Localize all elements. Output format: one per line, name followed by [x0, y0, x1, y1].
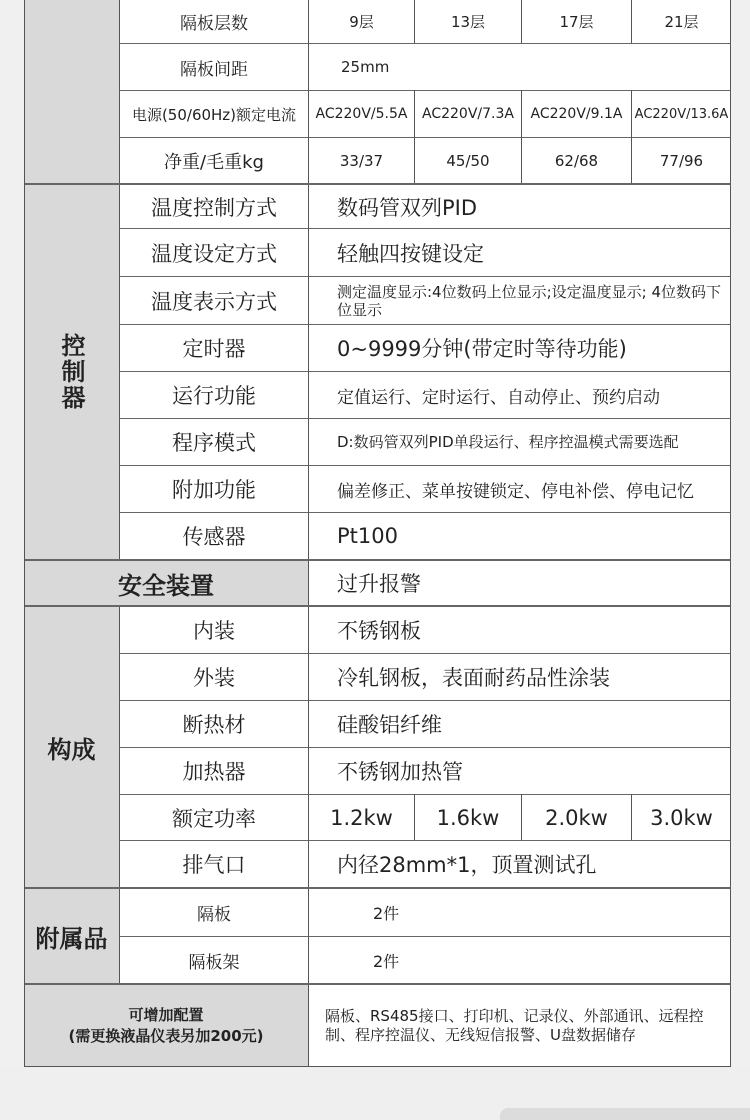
row-label-insulation: 断热材 [119, 700, 308, 747]
row-label-extra-function: 附加功能 [119, 465, 308, 512]
rated-power-value: 1.2kw [308, 794, 414, 840]
row-label-temp-display: 温度表示方式 [119, 276, 308, 324]
sensor-value: Pt100 [308, 512, 731, 559]
rated-power-value: 2.0kw [521, 794, 631, 840]
exhaust-value: 内径28mm*1，顶置测试孔 [308, 840, 731, 887]
temp-display-value: 测定温度显示:4位数码上位显示;设定温度显示; 4位数码下位显示 [308, 276, 731, 324]
shelf-rack-qty-value: 2件 [308, 936, 731, 983]
top-group-cell [24, 0, 119, 183]
spec-table [24, 0, 731, 1067]
row-label-temp-control: 温度控制方式 [119, 185, 308, 228]
optional-config-value: 隔板、RS485接口、打印机、记录仪、外部通讯、远程控制、程序控温仪、无线短信报警、U盘数据储存 [308, 985, 731, 1067]
safety-value: 过升报警 [308, 561, 731, 605]
insulation-value: 硅酸铝纤维 [308, 700, 731, 747]
inner-value: 不锈钢板 [308, 607, 731, 653]
rated-power-value: 3.0kw [631, 794, 731, 840]
row-label-timer: 定时器 [119, 324, 308, 371]
row-label-program-mode: 程序模式 [119, 418, 308, 465]
optional-config-label [24, 985, 308, 1067]
group-safety: 安全装置 [24, 561, 308, 605]
optional-config-title: 可增加配置 [128, 1006, 204, 1024]
row-label-shelf-count: 隔板层数 [119, 0, 308, 43]
weight-value: 62/68 [521, 137, 631, 183]
shelf-count-value: 13层 [414, 0, 521, 43]
row-label-outer: 外装 [119, 653, 308, 700]
run-function-value: 定值运行、定时运行、自动停止、预约启动 [308, 371, 731, 418]
shelf-count-value: 21层 [631, 0, 731, 43]
row-label-exhaust: 排气口 [119, 840, 308, 887]
row-label-temp-setting: 温度设定方式 [119, 228, 308, 276]
heater-value: 不锈钢加热管 [308, 747, 731, 794]
row-label-power-current: 电源(50/60Hz)额定电流 [119, 90, 308, 137]
row-label-heater: 加热器 [119, 747, 308, 794]
row-label-sensor: 传感器 [119, 512, 308, 559]
shelf-spacing-value: 25mm [308, 43, 731, 90]
row-label-weight: 净重/毛重kg [119, 137, 308, 183]
power-current-value: AC220V/13.6A [631, 90, 731, 137]
power-current-value: AC220V/7.3A [414, 90, 521, 137]
row-label-shelf-rack: 隔板架 [119, 936, 308, 983]
optional-config-note: (需更换液晶仪表另加200元) [68, 1027, 264, 1045]
weight-value: 33/37 [308, 137, 414, 183]
program-mode-value: D:数码管双列PID单段运行、程序控温模式需要选配 [308, 418, 731, 465]
shelf-qty-value: 2件 [308, 889, 731, 936]
row-label-inner: 内装 [119, 607, 308, 653]
shelf-count-value: 9层 [308, 0, 414, 43]
timer-value: 0~9999分钟(带定时等待功能) [308, 324, 731, 371]
outer-value: 冷轧钢板，表面耐药品性涂装 [308, 653, 731, 700]
group-construction: 构成 [24, 607, 119, 887]
group-controller: 控制器 [24, 185, 119, 559]
shelf-count-value: 17层 [521, 0, 631, 43]
row-label-shelf: 隔板 [119, 889, 308, 936]
group-accessories: 附属品 [24, 889, 119, 983]
rated-power-value: 1.6kw [414, 794, 521, 840]
extra-function-value: 偏差修正、菜单按键锁定、停电补偿、停电记忆 [308, 465, 731, 512]
weight-value: 77/96 [631, 137, 731, 183]
decorative-shadow [500, 1108, 750, 1120]
temp-control-value: 数码管双列PID [308, 185, 731, 228]
power-current-value: AC220V/5.5A [308, 90, 414, 137]
power-current-value: AC220V/9.1A [521, 90, 631, 137]
row-label-run-function: 运行功能 [119, 371, 308, 418]
row-label-shelf-spacing: 隔板间距 [119, 43, 308, 90]
row-label-rated-power: 额定功率 [119, 794, 308, 840]
temp-setting-value: 轻触四按键设定 [308, 228, 731, 276]
weight-value: 45/50 [414, 137, 521, 183]
